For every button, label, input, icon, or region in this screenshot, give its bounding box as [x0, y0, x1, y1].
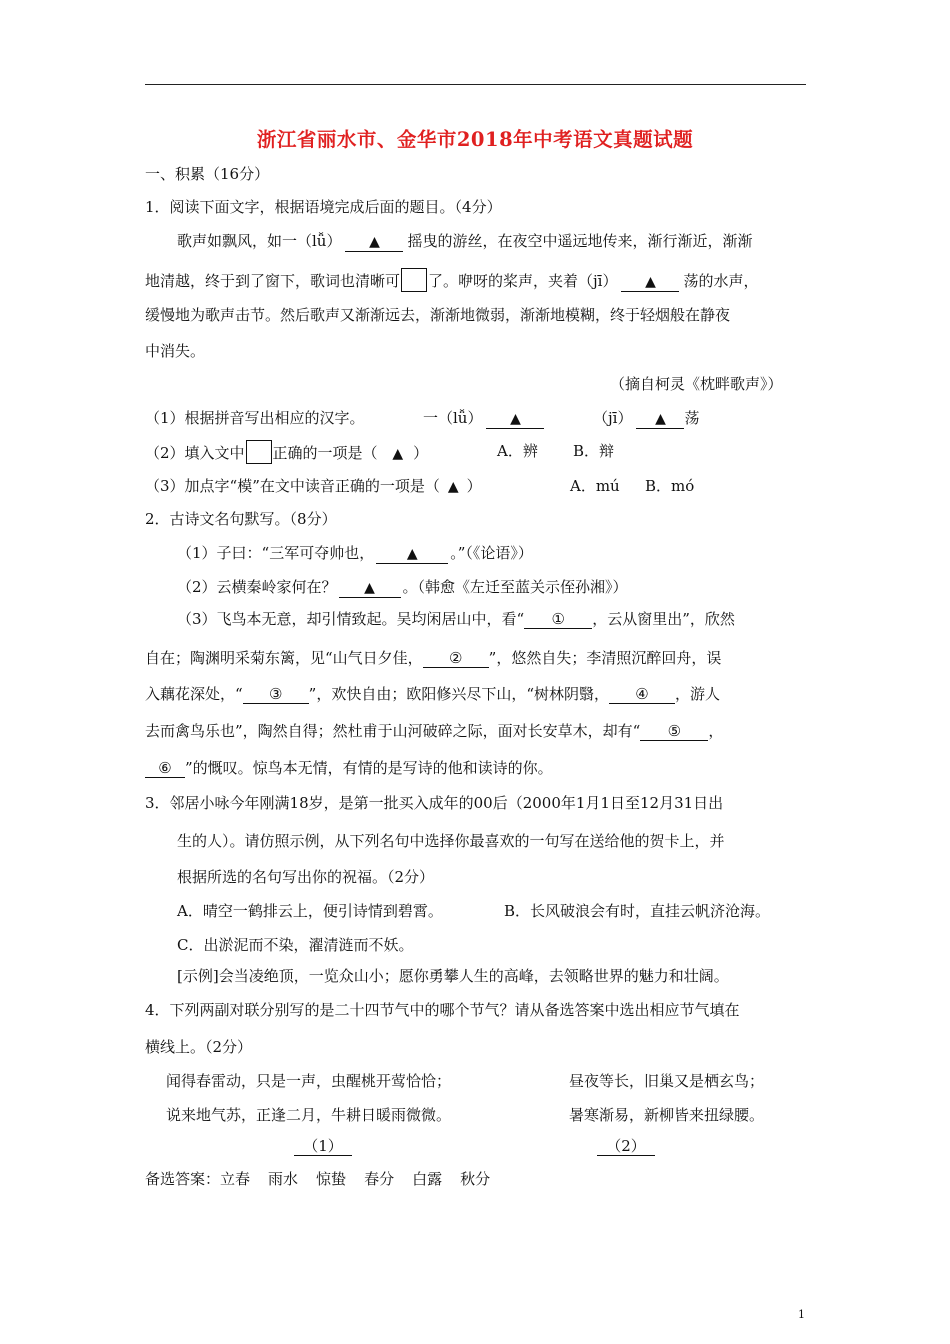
q4-stem-line-2: 横线上。（2分）	[145, 1038, 253, 1056]
couplet-2-line-1: 昼夜等长，旧巢又是栖玄鸟；	[569, 1072, 765, 1090]
answer-blank-1[interactable]: ①	[524, 610, 592, 629]
q2-line-7: ⑥ ”的慨叹。惊鸟本无情，有情的是写诗的他和读诗的你。	[145, 757, 553, 779]
q2-stem: 2．古诗文名句默写。（8分）	[145, 510, 337, 528]
q3-example: [示例]会当凌绝顶，一览众山小；愿你勇攀人生的高峰，去领略世界的魅力和壮阔。	[177, 967, 729, 985]
section-heading: 一、积累（16分）	[145, 165, 270, 183]
fill-box	[246, 440, 272, 464]
triangle-icon: ▲	[406, 546, 418, 562]
q2-line-5: 入藕花深处，“ ③ ”，欢快自由；欧阳修兴尽下山，“树林阴翳， ④ ，游人	[145, 685, 721, 703]
triangle-icon: ▲	[510, 411, 521, 427]
q3-option-b[interactable]: B．长风破浪会有时，直挂云帆济沧海。	[504, 902, 771, 920]
triangle-icon: ▲	[655, 411, 666, 427]
option-b[interactable]: B．辩	[573, 442, 615, 460]
q1-passage-line-1: 歌声如飘风，如一（lǚ） ▲ 摇曳的游丝，在夜空中遥远地传来，渐行渐近，渐渐	[177, 232, 753, 250]
q2-line-4: 自在；陶渊明采菊东篱，见“山气日夕佳， ② ”，悠然自失；李清照沉醉回舟，误	[145, 649, 722, 667]
answer-blank-3[interactable]: ③	[243, 685, 309, 704]
q2-line-6: 去而禽鸟乐也”，陶然自得；然杜甫于山河破碎之际，面对长安草木，却有“ ⑤ ，	[145, 722, 724, 740]
option-item: 秋分	[460, 1170, 491, 1188]
q3-stem-line-1: 3．邻居小咏今年刚满18岁，是第一批买入成年的00后（2000年1月1日至12月31日出	[145, 794, 724, 812]
q1-source: （摘自柯灵《枕畔歌声》）	[610, 375, 783, 393]
q2-line-1: （1）子曰：“三军可夺帅也， ▲ 。”（《论语》）	[177, 544, 533, 562]
option-b[interactable]: B．mó	[645, 477, 695, 495]
answer-blank[interactable]	[636, 409, 684, 429]
answer-blank-2[interactable]: ②	[423, 649, 489, 668]
triangle-icon: ▲	[645, 274, 656, 290]
answer-blank[interactable]	[345, 232, 403, 252]
couplet-2-line-2: 暑寒渐易，新柳皆来扭绿腰。	[569, 1106, 765, 1124]
answer-blank[interactable]	[486, 409, 544, 429]
q4-stem-line-1: 4．下列两副对联分别写的是二十四节气中的哪个节气？请从备选答案中选出相应节气填在	[145, 1001, 740, 1019]
triangle-icon[interactable]: ▲	[392, 446, 404, 462]
q1-stem: 1．阅读下面文字，根据语境完成后面的题目。（4分）	[145, 198, 502, 216]
triangle-icon[interactable]: ▲	[447, 479, 459, 495]
option-item: 白露	[412, 1170, 443, 1188]
q3-option-c[interactable]: C．出淤泥而不染，濯清涟而不妖。	[177, 936, 414, 954]
answer-blank-5[interactable]: ⑤	[640, 722, 708, 741]
q3-option-a[interactable]: A．晴空一鹤排云上，便引诗情到碧霄。	[177, 902, 443, 920]
answer-blank[interactable]	[339, 578, 401, 598]
page-title: 浙江省丽水市、金华市2018年中考语文真题试题	[256, 128, 694, 151]
answer-blank[interactable]	[621, 272, 679, 292]
option-item: 雨水	[268, 1170, 299, 1188]
q1-sub-2: （2）填入文中 正确的一项是（ ▲ ） A．辨 B．辩	[145, 442, 615, 462]
q1-passage-line-4: 中消失。	[145, 342, 206, 360]
q2-line-2: （2）云横秦岭家何在？ ▲ 。（韩愈《左迁至蓝关示侄孙湘》）	[177, 578, 628, 596]
fill-box[interactable]	[401, 268, 427, 292]
answer-blank-6[interactable]: ⑥	[145, 759, 185, 778]
answer-options: 备选答案：立春 雨水 惊蛰 春分 白露 秋分	[145, 1170, 491, 1188]
option-a[interactable]: A．mú	[570, 477, 620, 495]
q3-stem-line-3: 根据所选的名句写出你的祝福。（2分）	[177, 868, 435, 886]
answer-blank-4[interactable]: ④	[609, 685, 675, 704]
q1-passage-line-2: 地清越，终于到了窗下，歌词也清晰可 了。咿呀的桨声，夹着（jī） ▲ 荡的水声，	[145, 268, 758, 292]
option-a[interactable]: A．辨	[497, 442, 538, 460]
option-item: 立春	[220, 1170, 251, 1188]
q1-sub-1: （1）根据拼音写出相应的汉字。 一（lǚ） ▲ （jī） ▲ 荡	[145, 409, 700, 427]
q1-passage-line-3: 缓慢地为歌声击节。然后歌声又渐渐远去，渐渐地微弱，渐渐地模糊，终于轻烟般在静夜	[145, 306, 731, 324]
couplet-1-line-1: 闻得春雷动，只是一声，虫醒桃开莺恰恰；	[166, 1072, 452, 1090]
option-item: 惊蛰	[316, 1170, 347, 1188]
q3-stem-line-2: 生的人）。请仿照示例，从下列名句中选择你最喜欢的一句写在送给他的贺卡上，并	[177, 832, 725, 850]
page-number: 1	[798, 1308, 805, 1321]
answer-blank-2[interactable]: （2）	[597, 1137, 655, 1156]
couplet-1-line-2: 说来地气苏，正逢二月，牛耕日暖雨微微。	[166, 1106, 452, 1124]
triangle-icon: ▲	[364, 580, 375, 596]
q2-line-3: （3）飞鸟本无意，却引情致起。吴均闲居山中，看“ ① ，云从窗里出”，欣然	[177, 610, 735, 628]
answer-blank-1[interactable]: （1）	[294, 1137, 352, 1156]
q1-sub-3: （3）加点字“模”在文中读音正确的一项是（ ▲ ） A．mú B．mó	[145, 477, 695, 495]
answer-blank[interactable]	[376, 544, 448, 564]
triangle-icon: ▲	[369, 234, 380, 250]
header-rule	[145, 84, 806, 85]
option-item: 春分	[364, 1170, 395, 1188]
